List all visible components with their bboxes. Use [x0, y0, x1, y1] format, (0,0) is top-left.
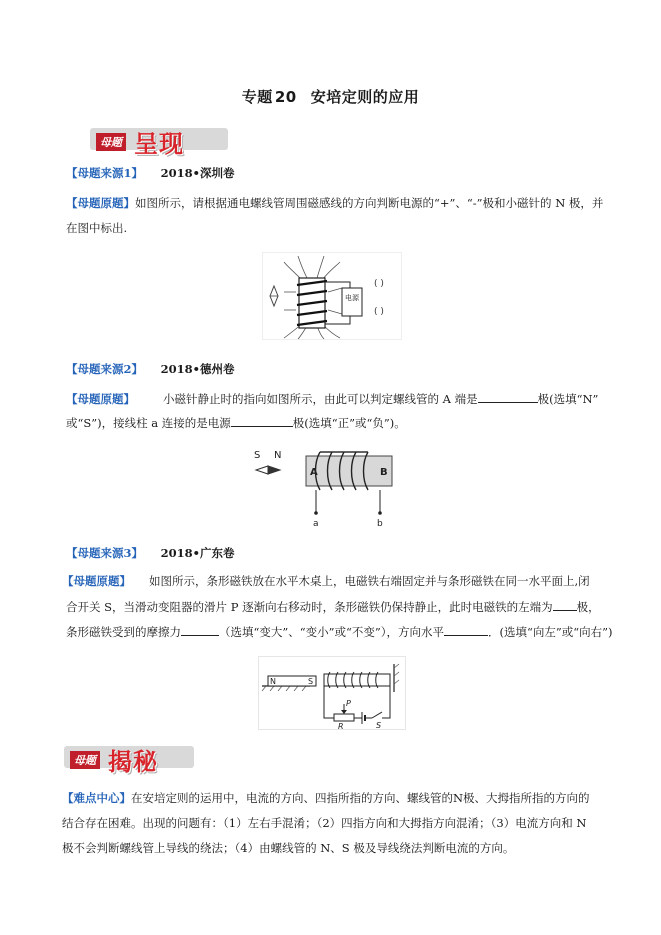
q3-stem-tag: 【母题原题】	[62, 574, 131, 588]
analysis-text1: 在安培定则的运用中，电流的方向、四指所指的方向、螺线管的N极、大拇指所指的方向的	[131, 791, 590, 805]
banner-big-label: 呈现	[134, 130, 184, 158]
q2-answer-blank-2[interactable]	[231, 414, 293, 427]
analysis-tag: 【难点中心】	[62, 791, 131, 805]
compass-needle-icon	[256, 466, 268, 474]
analysis-line1	[62, 790, 590, 806]
terminal-b-label: b	[377, 519, 383, 529]
q3-answer-blank-2[interactable]	[181, 623, 219, 636]
q2-stem-text1b: 极(选填“N”	[537, 392, 599, 406]
needle-n-label: N	[274, 450, 282, 461]
title-number: 20	[274, 88, 297, 106]
banner-small-label: 母题	[70, 751, 100, 769]
q3-stem-text3a: 条形磁铁受到的摩擦力	[66, 625, 181, 639]
q3-figure-circuit	[258, 656, 406, 730]
q3-source-tag: 【母题来源3】	[66, 546, 144, 560]
terminal-a-label: a	[313, 519, 319, 529]
banner-big-label: 揭秘	[108, 748, 158, 776]
power-source-label: 电源	[345, 294, 359, 302]
rheostat-r-label: R	[338, 722, 344, 730]
needle-s-label: S	[254, 450, 261, 461]
q1-source	[66, 165, 235, 181]
q3-stem-text1: 如图所示，条形磁铁放在水平木桌上，电磁铁右端固定并与条形磁铁在同一水平面上,闭	[149, 574, 590, 588]
q3-stem-text3c: ．(选填“向左”或“向右”)	[488, 625, 613, 639]
title-prefix: 专题	[241, 88, 273, 106]
electromagnet-core	[324, 674, 390, 686]
q2-source-tag: 【母题来源2】	[66, 362, 144, 376]
q1-source-tag: 【母题来源1】	[66, 166, 144, 180]
q3-stem-text2a: 合开关 S，当滑动变阻器的滑片 P 逐渐向右移动时，条形磁铁仍保持静止，此时电磁铁的左端为	[66, 600, 553, 614]
q1-stem-tag: 【母题原题】	[66, 196, 135, 210]
q3-stem-line3	[66, 623, 613, 640]
q2-stem-text2a: 或“S”)，接线柱 a 连接的是电源	[66, 416, 231, 430]
rheostat	[334, 714, 354, 721]
q2-source-text: 2018•德州卷	[160, 362, 235, 376]
q1-stem-line2: 在图中标出.	[66, 221, 128, 235]
q3-source-text: 2018•广东卷	[160, 546, 235, 560]
q2-stem-tag: 【母题原题】	[66, 392, 135, 406]
page-title	[0, 86, 661, 107]
magnet-n-label: N	[270, 677, 276, 686]
q3-stem-line2	[66, 598, 600, 615]
q2-figure-solenoid	[250, 446, 410, 530]
q3-answer-blank-3[interactable]	[444, 623, 488, 636]
slider-p-label: P	[346, 699, 351, 708]
switch-s-label: S	[376, 721, 382, 730]
q2-stem-line2	[66, 414, 406, 431]
section-banner-presentation	[90, 124, 230, 158]
title-text: 安培定则的应用	[310, 88, 420, 106]
q2-answer-blank-1[interactable]	[478, 390, 538, 403]
q1-stem-text1: 如图所示，请根据通电螺线管周围磁感线的方向判断电源的“+”、“-”极和小磁针的 N 极，并	[135, 196, 604, 210]
q1-figure-solenoid	[262, 252, 402, 340]
end-a-label: A	[310, 467, 318, 478]
analysis-line2: 结合存在困难。出现的问题有：（1）左右手混淆；（2）四指方向和大拇指方向混淆；（3）电流方向和 N	[62, 816, 587, 830]
q3-stem-text2b: 极，	[576, 600, 600, 614]
analysis-line3: 极不会判断螺线管上导线的绕法；（4）由螺线管的 N、S 极及导线绕法判断电流的方向。	[62, 841, 515, 855]
q3-stem-text3b: （选填“变大”、“变小”或“不变”），方向水平	[219, 625, 445, 639]
q1-source-text: 2018•深圳卷	[160, 166, 235, 180]
q2-stem-line1	[66, 390, 598, 407]
banner-small-label: 母题	[96, 133, 126, 151]
q1-stem-line1	[66, 195, 603, 211]
q3-source	[66, 545, 235, 561]
q2-stem-text1a: 小磁针静止时的指向如图所示，由此可以判定螺线管的 A 端是	[163, 392, 478, 406]
end-b-label: B	[380, 467, 388, 478]
q2-stem-text2b: 极(选填“正”或“负”)。	[292, 416, 406, 430]
q3-answer-blank-1[interactable]	[553, 598, 577, 611]
q3-stem-line1	[62, 573, 590, 589]
power-source	[342, 288, 362, 316]
section-banner-analysis	[64, 742, 204, 776]
magnet-s-label: S	[308, 677, 314, 686]
svg-text:( ): ( )	[374, 279, 384, 289]
svg-text:( ): ( )	[374, 307, 384, 317]
q2-source	[66, 361, 235, 377]
